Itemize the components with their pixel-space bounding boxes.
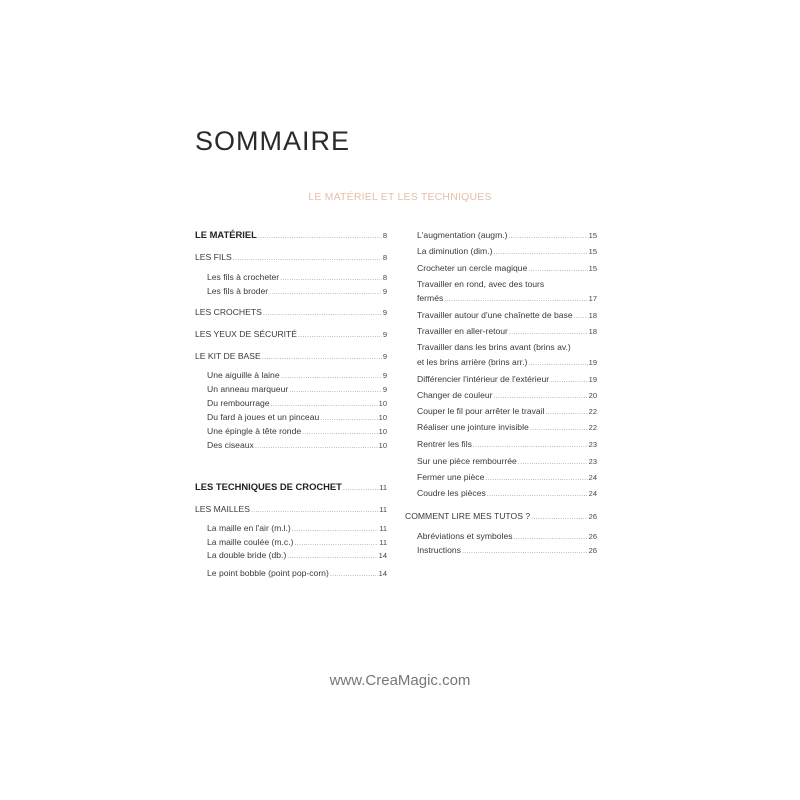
toc-entry[interactable] xyxy=(195,350,387,362)
toc-entry-label: Différencier l'intérieur de l'extérieur xyxy=(417,374,550,384)
toc-subentry[interactable] xyxy=(207,536,387,548)
toc-entry-label: Un anneau marqueur xyxy=(207,384,289,394)
toc-entry-page: 15 xyxy=(588,264,597,273)
toc-entry-label: Travailler en aller-retour xyxy=(417,326,508,336)
leader-dots xyxy=(269,285,382,299)
toc-subentry[interactable] xyxy=(417,389,597,401)
toc-subentry[interactable] xyxy=(417,262,597,274)
toc-entry-page: 10 xyxy=(378,413,387,422)
toc-entry-page: 10 xyxy=(378,441,387,450)
toc-entry-page: 24 xyxy=(588,489,597,498)
toc-entry-page: 23 xyxy=(588,440,597,449)
toc-subentry[interactable] xyxy=(417,421,597,433)
leader-dots xyxy=(462,544,588,558)
leader-dots xyxy=(493,245,587,259)
toc-subentry[interactable] xyxy=(207,271,387,283)
toc-entry[interactable] xyxy=(195,481,387,493)
toc-entry-label: LE MATÉRIEL xyxy=(195,229,257,240)
leader-dots xyxy=(289,383,382,397)
toc-entry[interactable] xyxy=(405,510,597,522)
leader-dots xyxy=(292,522,378,536)
leader-dots xyxy=(444,292,587,306)
toc-entry-page: 10 xyxy=(378,427,387,436)
toc-subentry[interactable] xyxy=(207,411,387,423)
toc-entry-label: La maille coulée (m.c.) xyxy=(207,537,294,547)
toc-entry-label: Des ciseaux xyxy=(207,440,254,450)
toc-entry-page: 15 xyxy=(588,231,597,240)
toc-subentry[interactable] xyxy=(417,229,597,241)
toc-entry-label: fermés xyxy=(417,293,444,303)
toc-subentry[interactable] xyxy=(417,530,597,542)
leader-dots xyxy=(271,397,378,411)
leader-dots xyxy=(263,306,382,320)
toc-subentry[interactable] xyxy=(417,373,597,385)
toc-entry-label-line1: Travailler en rond, avec des tours xyxy=(417,279,545,289)
toc-entry-page: 18 xyxy=(588,311,597,320)
leader-dots xyxy=(302,425,378,439)
toc-subentry[interactable] xyxy=(417,438,597,450)
toc-entry-label: Rentrer les fils xyxy=(417,439,472,449)
toc-entry-page: 17 xyxy=(588,294,597,303)
leader-dots xyxy=(528,262,587,276)
section-subtitle: LE MATÉRIEL ET LES TECHNIQUES xyxy=(308,191,492,203)
toc-subentry[interactable] xyxy=(417,325,597,337)
toc-entry-page: 23 xyxy=(588,457,597,466)
toc-entry-page: 9 xyxy=(382,330,387,339)
toc-entry-label: Le point bobble (point pop-corn) xyxy=(207,568,329,578)
toc-subentry[interactable] xyxy=(207,549,387,561)
leader-dots xyxy=(518,455,588,469)
toc-entry-page: 26 xyxy=(588,546,597,555)
toc-entry-page: 11 xyxy=(379,524,387,533)
toc-entry-page: 22 xyxy=(588,407,597,416)
toc-entry[interactable] xyxy=(195,328,387,340)
toc-entry-page: 19 xyxy=(588,375,597,384)
leader-dots xyxy=(550,373,588,387)
page-title: SOMMAIRE xyxy=(195,126,351,156)
toc-entry-page: 8 xyxy=(382,273,387,282)
toc-entry-label-line1: Travailler dans les brins avant (brins av.) xyxy=(417,342,571,352)
toc-entry-label: Réaliser une jointure invisible xyxy=(417,422,529,432)
leader-dots xyxy=(509,229,588,243)
toc-entry-page: 11 xyxy=(379,483,387,492)
leader-dots xyxy=(320,411,377,425)
toc-entry-page: 19 xyxy=(588,358,597,367)
toc-entry-page: 8 xyxy=(382,231,387,240)
toc-entry-label: Fermer une pièce xyxy=(417,472,485,482)
toc-entry-label: Les fils à crocheter xyxy=(207,272,280,282)
leader-dots xyxy=(494,389,588,403)
leader-dots xyxy=(530,421,588,435)
toc-subentry[interactable] xyxy=(207,567,387,579)
leader-dots xyxy=(255,439,378,453)
toc-entry-label: Crocheter un cercle magique xyxy=(417,263,528,273)
toc-entry-page: 15 xyxy=(588,247,597,256)
toc-subentry[interactable] xyxy=(207,439,387,451)
leader-dots xyxy=(574,309,588,323)
toc-entry-label: LES MAILLES xyxy=(195,504,250,514)
toc-entry-page: 26 xyxy=(588,532,597,541)
toc-subentry[interactable] xyxy=(417,245,597,257)
toc-entry-label: Abréviations et symboles xyxy=(417,531,513,541)
leader-dots xyxy=(531,510,588,524)
leader-dots xyxy=(528,356,587,370)
leader-dots xyxy=(330,567,378,581)
toc-entry-label: Une aiguille à laine xyxy=(207,370,280,380)
toc-entry-page: 22 xyxy=(588,423,597,432)
toc-subentry[interactable] xyxy=(207,522,387,534)
leader-dots xyxy=(514,530,588,544)
toc-subentry[interactable] xyxy=(417,471,597,483)
toc-entry-label: LES CROCHETS xyxy=(195,307,262,317)
toc-entry-label: Sur une pièce rembourrée xyxy=(417,456,517,466)
toc-entry-page: 11 xyxy=(379,505,387,514)
toc-entry-page: 10 xyxy=(378,399,387,408)
toc-entry-page: 9 xyxy=(382,352,387,361)
leader-dots xyxy=(251,503,378,517)
leader-dots xyxy=(262,350,382,364)
toc-entry-label: LES FILS xyxy=(195,252,232,262)
toc-entry-label: Du fard à joues et un pinceau xyxy=(207,412,320,422)
toc-entry-page: 26 xyxy=(588,512,597,521)
toc-subentry[interactable] xyxy=(207,397,387,409)
toc-subentry[interactable] xyxy=(417,455,597,467)
toc-subentry[interactable] xyxy=(417,309,597,321)
toc-entry[interactable] xyxy=(195,503,387,515)
toc-entry-page: 8 xyxy=(382,253,387,262)
toc-entry-label: Changer de couleur xyxy=(417,390,493,400)
toc-entry-label: Instructions xyxy=(417,545,461,555)
toc-entry-label: Coudre les pièces xyxy=(417,488,486,498)
toc-subentry[interactable] xyxy=(207,425,387,437)
toc-entry-page: 24 xyxy=(588,473,597,482)
toc-entry-page: 18 xyxy=(588,327,597,336)
leader-dots xyxy=(298,328,382,342)
toc-subentry[interactable] xyxy=(207,369,387,381)
toc-subentry[interactable] xyxy=(207,383,387,395)
toc-subentry[interactable] xyxy=(417,292,597,304)
toc-entry-label: COMMENT LIRE MES TUTOS ? xyxy=(405,511,531,521)
toc-entry-page: 9 xyxy=(382,287,387,296)
toc-entry-label: LES TECHNIQUES DE CROCHET xyxy=(195,481,342,492)
toc-entry-page: 14 xyxy=(378,551,387,560)
toc-entry-label: Couper le fil pour arrêter le travail xyxy=(417,406,545,416)
toc-subentry[interactable] xyxy=(417,356,597,368)
toc-entry-label: La double bride (db.) xyxy=(207,550,287,560)
toc-entry-label: Du rembourrage xyxy=(207,398,270,408)
leader-dots xyxy=(487,487,588,501)
watermark-text: www.CreaMagic.com xyxy=(329,672,471,689)
toc-entry-page: 9 xyxy=(382,385,387,394)
toc-entry-page: 20 xyxy=(588,391,597,400)
toc-subentry[interactable] xyxy=(417,544,597,556)
toc-entry-label: L'augmentation (augm.) xyxy=(417,230,508,240)
toc-entry[interactable] xyxy=(195,306,387,318)
toc-entry-label: Les fils à broder xyxy=(207,286,269,296)
toc-entry-page: 9 xyxy=(382,371,387,380)
toc-subentry[interactable] xyxy=(417,405,597,417)
leader-dots xyxy=(233,251,382,265)
toc-entry-label: Travailler autour d'une chaînette de base xyxy=(417,310,573,320)
leader-dots xyxy=(473,438,588,452)
toc-entry-label: Une épingle à tête ronde xyxy=(207,426,302,436)
toc-entry[interactable] xyxy=(195,229,387,241)
leader-dots xyxy=(509,325,588,339)
toc-entry-label: LE KIT DE BASE xyxy=(195,351,261,361)
toc-entry-label: La maille en l'air (m.l.) xyxy=(207,523,291,533)
toc-subentry[interactable] xyxy=(207,285,387,297)
toc-entry-page: 11 xyxy=(379,538,387,547)
toc-subentry[interactable] xyxy=(417,487,597,499)
toc-entry[interactable] xyxy=(195,251,387,263)
toc-entry-label: LES YEUX DE SÉCURITÉ xyxy=(195,329,298,339)
leader-dots xyxy=(546,405,588,419)
leader-dots xyxy=(294,536,378,550)
toc-entry-label: La diminution (dim.) xyxy=(417,246,493,256)
toc-entry-label: et les brins arrière (brins arr.) xyxy=(417,357,528,367)
leader-dots xyxy=(343,481,378,495)
leader-dots xyxy=(258,229,382,243)
leader-dots xyxy=(287,549,377,563)
leader-dots xyxy=(485,471,587,485)
toc-entry-page: 14 xyxy=(378,569,387,578)
toc-entry-page: 9 xyxy=(382,308,387,317)
leader-dots xyxy=(281,369,382,383)
leader-dots xyxy=(280,271,382,285)
